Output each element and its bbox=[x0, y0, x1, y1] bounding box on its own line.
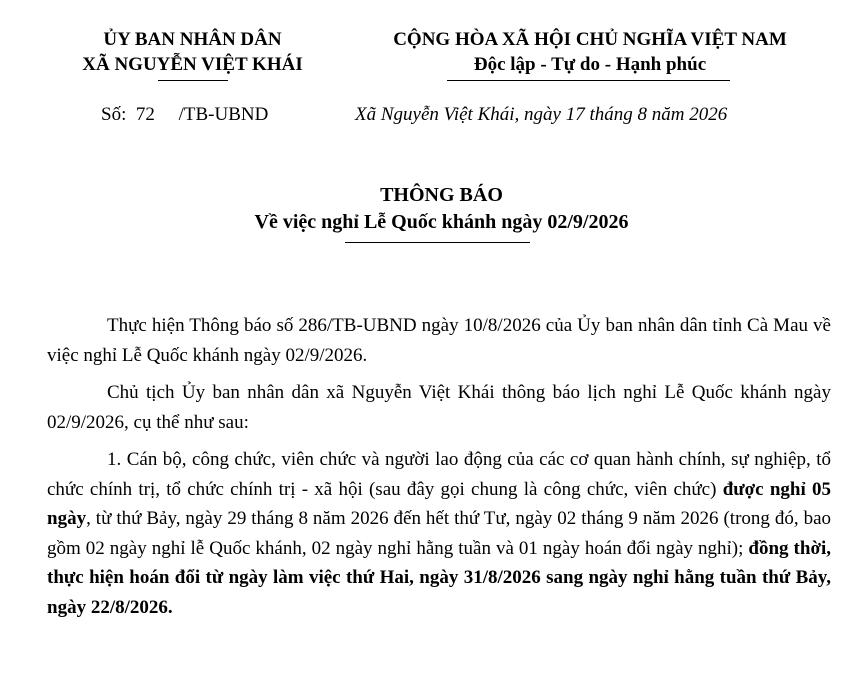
document-title: THÔNG BÁO bbox=[380, 184, 503, 206]
org-name-line1: ỦY BAN NHÂN DÂN bbox=[103, 29, 282, 50]
doc-number-value: 72 bbox=[135, 104, 155, 125]
para3-text-c: , từ thứ Bảy, ngày 29 tháng 8 năm 2026 đến hết thứ Tư, ngày 02 tháng 9 năm 2026 (trong đó, bao gồm 02 ngày nghỉ lễ Quốc khánh, 02 ngày nghỉ hằng tuần và 01 ngày hoán đổi ngày nghỉ); bbox=[47, 508, 831, 559]
document-number bbox=[101, 102, 268, 128]
paragraph-3 bbox=[47, 445, 831, 622]
motto-underline bbox=[447, 80, 730, 81]
para3-text-a: 1. Cán bộ, công chức, viên chức và người lao động của các cơ quan hành chính, sự nghiệp, tổ chức chính trị, tổ chức chính trị - xã hội (sau đây gọi chung là công chức, viên chức) bbox=[47, 449, 831, 500]
para3-bold-d: đồng thời, thực hiện hoán đổi từ ngày làm việc thứ Hai, ngày 31/8/2026 sang ngày nghỉ hằng tuần thứ Bảy, ngày 22/8/2026. bbox=[47, 537, 832, 618]
nation-title: CỘNG HÒA XÃ HỘI CHỦ NGHĨA VIỆT NAM bbox=[393, 29, 787, 50]
doc-number-prefix: Số: bbox=[101, 104, 127, 125]
org-name-line2: XÃ NGUYỄN VIỆT KHÁI bbox=[82, 54, 303, 75]
paragraph-1: Thực hiện Thông báo số 286/TB-UBND ngày 10/8/2026 của Ủy ban nhân dân tỉnh Cà Mau về việc nghỉ Lễ Quốc khánh ngày 02/9/2026. bbox=[47, 315, 831, 366]
paragraph-2: Chủ tịch Ủy ban nhân dân xã Nguyễn Việt Khái thông báo lịch nghỉ Lễ Quốc khánh ngày 02/9/2026, cụ thể như sau: bbox=[47, 382, 831, 433]
document-body bbox=[47, 311, 831, 630]
place-date: Xã Nguyễn Việt Khái, ngày 17 tháng 8 năm 2026 bbox=[355, 104, 728, 125]
doc-number-suffix: /TB-UBND bbox=[178, 104, 269, 125]
document-subtitle: Về việc nghỉ Lễ Quốc khánh ngày 02/9/2026 bbox=[254, 211, 629, 233]
para3-bold-b: được nghỉ 05 ngày bbox=[47, 478, 831, 529]
nation-motto: Độc lập - Tự do - Hạnh phúc bbox=[473, 54, 707, 75]
title-underline bbox=[345, 242, 530, 243]
org-underline bbox=[158, 80, 228, 81]
